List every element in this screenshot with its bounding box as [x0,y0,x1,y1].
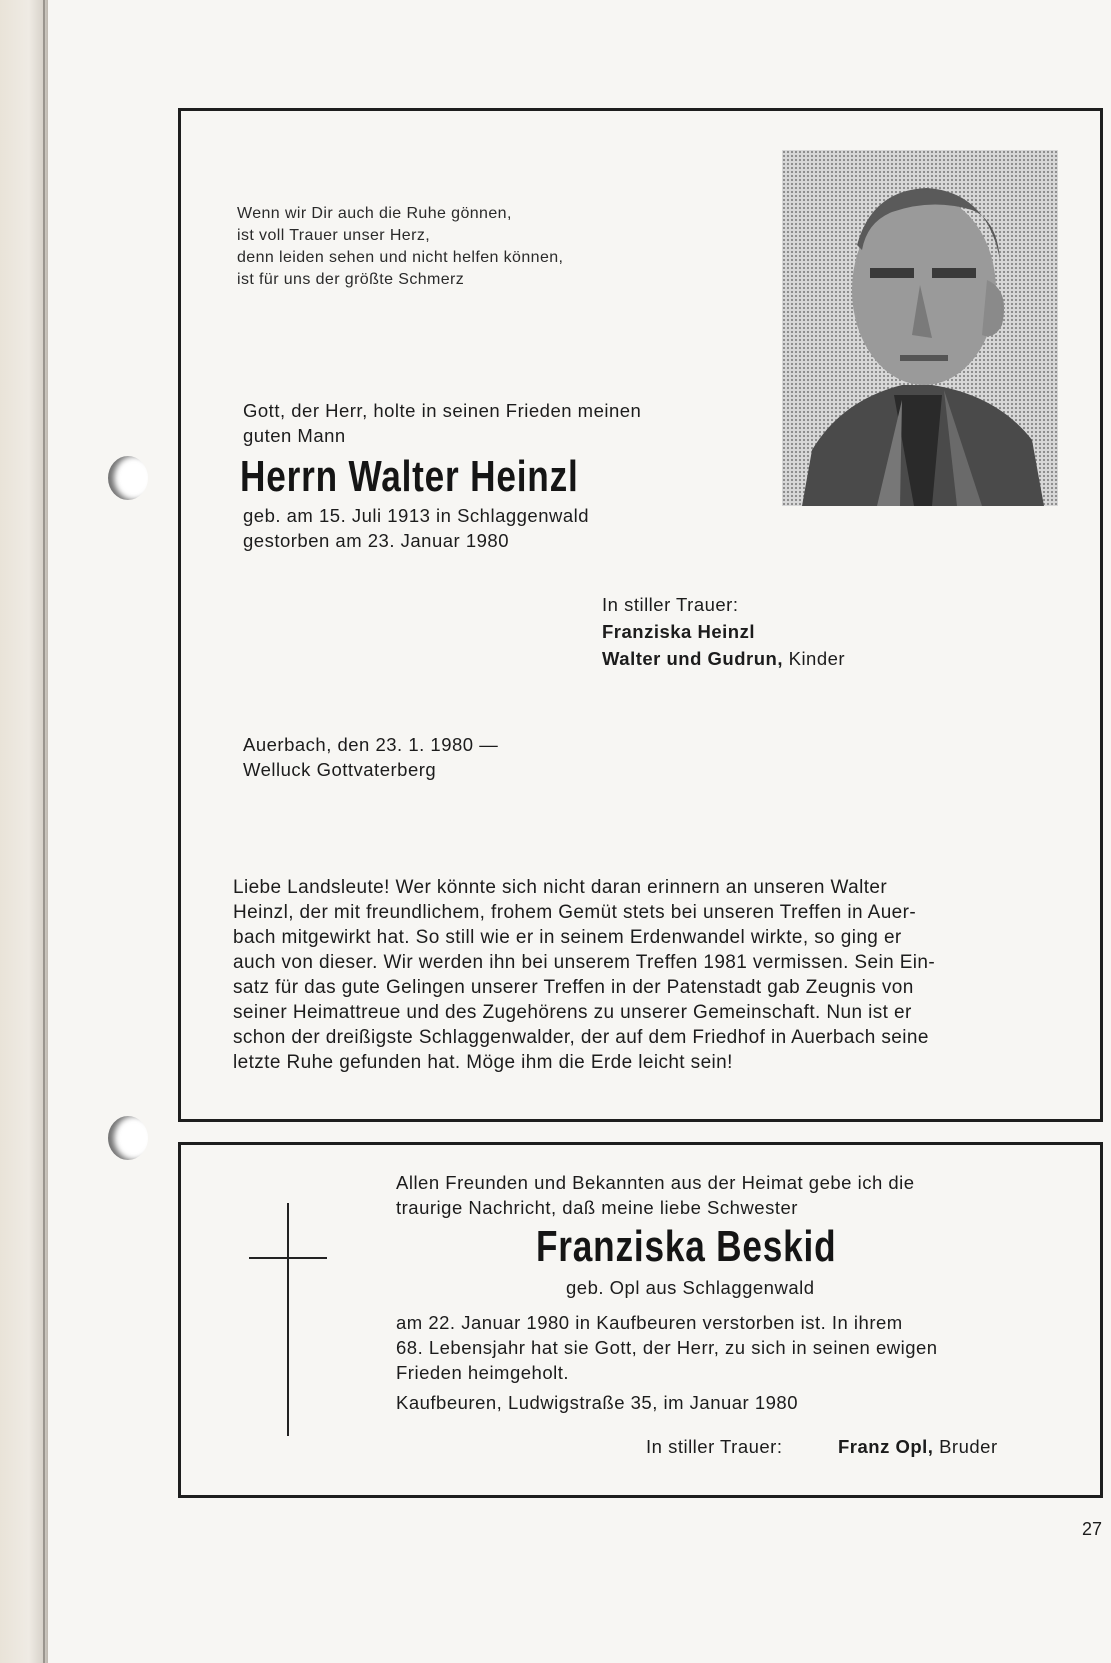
tribute-line: Liebe Landsleute! Wer könnte sich nicht daran erinnern an unseren Walter [233,877,888,898]
punch-hole-top [108,456,148,500]
tribute-paragraph [233,875,1051,1075]
poem-line-2: ist voll Trauer unser Herz, [237,227,431,244]
notice2-text-3: Frieden heimgeholt. [396,1362,570,1383]
death-info: gestorben am 23. Januar 1980 [243,530,509,551]
mourner-children-relation: Kinder [782,648,846,669]
portrait-photo [782,150,1058,506]
notice2-mourner [838,1436,998,1458]
birth-info: geb. am 15. Juli 1913 in Schlaggenwald [243,505,590,526]
tribute-line: auch von dieser. Wir werden ihn bei unserem Treffen 1981 vermissen. Sein Ein- [233,952,936,973]
poem-line-1: Wenn wir Dir auch die Ruhe gönnen, [237,205,512,222]
notice2-intro-2: traurige Nachricht, daß meine liebe Schwester [396,1197,798,1218]
notice2-text-2: 68. Lebensjahr hat sie Gott, der Herr, zu sich in seinen ewigen [396,1337,938,1358]
notice2-birth: geb. Opl aus Schlaggenwald [566,1277,815,1298]
tribute-line: schon der dreißigste Schlaggenwalder, der auf dem Friedhof in Auerbach seine [233,1027,929,1048]
tribute-line: Heinzl, der mit freundlichem, frohem Gemüt stets bei unseren Treffen in Auer- [233,902,917,923]
cross-icon-horizontal [249,1257,327,1259]
tribute-line: bach mitgewirkt hat. So still wie er in seinem Erdenwandel wirkte, so ging er [233,927,902,948]
punch-hole-bottom [108,1116,148,1160]
intro-line-1: Gott, der Herr, holte in seinen Frieden meinen [243,400,642,421]
notice2-intro-1: Allen Freunden und Bekannten aus der Heimat gebe ich die [396,1172,915,1193]
tribute-line: letzte Ruhe gefunden hat. Möge ihm die Erde leicht sein! [233,1052,733,1073]
intro-line-2: guten Mann [243,425,346,446]
deceased-name: Herrn Walter Heinzl [240,452,579,501]
place-origin: Welluck Gottvaterberg [243,759,437,780]
mourning-label: In stiller Trauer: [602,594,739,615]
page-number: 27 [1082,1519,1103,1539]
notice2-mourning-label: In stiller Trauer: [646,1436,783,1457]
notice2-place: Kaufbeuren, Ludwigstraße 35, im Januar 1980 [396,1392,799,1413]
mourner-children [602,648,845,670]
notice2-mourner-name: Franz Opl, [838,1436,934,1457]
cross-icon-vertical [287,1203,289,1436]
poem-line-3: denn leiden sehen und nicht helfen können, [237,249,564,266]
mourner-wife: Franziska Heinzl [602,621,755,642]
tribute-line: seiner Heimattreue und des Zugehörens zu unserer Gemeinschaft. Nun ist er [233,1002,912,1023]
notice2-text-1: am 22. Januar 1980 in Kaufbeuren verstorben ist. In ihrem [396,1312,903,1333]
mourner-children-names: Walter und Gudrun, [602,648,783,669]
booklet-spine [0,0,48,1663]
poem-line-4: ist für uns der größte Schmerz [237,271,465,288]
tribute-line: satz für das gute Gelingen unserer Treffen in der Patenstadt gab Zeugnis von [233,977,914,998]
spine-fold-line [43,0,45,1663]
deceased-name-2: Franziska Beskid [536,1222,837,1271]
portrait-figure [782,150,1058,506]
notice2-mourner-relation: Bruder [933,1436,998,1457]
place-date: Auerbach, den 23. 1. 1980 — [243,734,499,755]
